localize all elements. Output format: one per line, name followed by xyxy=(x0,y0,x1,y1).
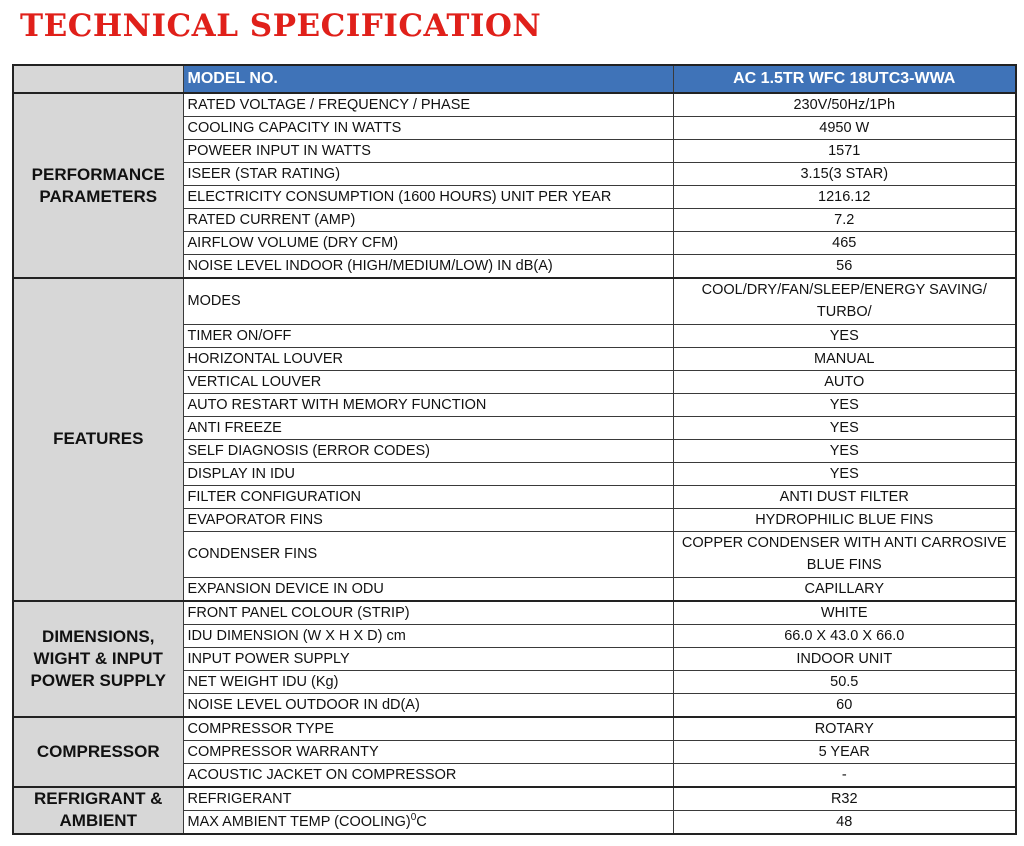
table-header-row xyxy=(13,65,1016,93)
parameter-cell: FRONT PANEL COLOUR (STRIP) xyxy=(183,601,673,625)
table-row xyxy=(13,601,1016,625)
parameter-cell: TIMER ON/OFF xyxy=(183,324,673,347)
parameter-cell: ISEER (STAR RATING) xyxy=(183,163,673,186)
section-label: REFRIGRANT & AMBIENT xyxy=(13,787,183,834)
value-cell: 465 xyxy=(673,232,1016,255)
parameter-cell: NET WEIGHT IDU (Kg) xyxy=(183,670,673,693)
page-title: TECHNICAL SPECIFICATION xyxy=(20,8,542,44)
header-model-label: MODEL NO. xyxy=(183,65,673,93)
parameter-cell: EXPANSION DEVICE IN ODU xyxy=(183,577,673,601)
value-cell: 50.5 xyxy=(673,670,1016,693)
table-row xyxy=(13,278,1016,324)
degree-superscript: 0 xyxy=(410,811,417,823)
table-row xyxy=(13,93,1016,117)
value-cell: 66.0 X 43.0 X 66.0 xyxy=(673,624,1016,647)
value-cell: YES xyxy=(673,324,1016,347)
value-cell: 1216.12 xyxy=(673,186,1016,209)
parameter-cell: CONDENSER FINS xyxy=(183,531,673,577)
parameter-cell: ANTI FREEZE xyxy=(183,416,673,439)
value-cell: MANUAL xyxy=(673,347,1016,370)
parameter-cell: FILTER CONFIGURATION xyxy=(183,485,673,508)
value-cell: ANTI DUST FILTER xyxy=(673,485,1016,508)
parameter-cell xyxy=(183,810,673,834)
header-corner-cell xyxy=(13,65,183,93)
value-cell: 56 xyxy=(673,255,1016,279)
value-cell: YES xyxy=(673,439,1016,462)
parameter-cell: EVAPORATOR FINS xyxy=(183,508,673,531)
section-label: COMPRESSOR xyxy=(13,717,183,787)
parameter-cell: ACOUSTIC JACKET ON COMPRESSOR xyxy=(183,763,673,787)
parameter-cell: HORIZONTAL LOUVER xyxy=(183,347,673,370)
parameter-cell: SELF DIAGNOSIS (ERROR CODES) xyxy=(183,439,673,462)
parameter-cell: NOISE LEVEL INDOOR (HIGH/MEDIUM/LOW) IN dB(A) xyxy=(183,255,673,279)
header-model-value: AC 1.5TR WFC 18UTC3-WWA xyxy=(673,65,1016,93)
value-cell: 60 xyxy=(673,693,1016,717)
parameter-cell: COOLING CAPACITY IN WATTS xyxy=(183,117,673,140)
parameter-cell: MODES xyxy=(183,278,673,324)
spec-table-body xyxy=(13,93,1016,834)
value-cell: - xyxy=(673,763,1016,787)
value-cell: COOL/DRY/FAN/SLEEP/ENERGY SAVING/ TURBO/ xyxy=(673,278,1016,324)
parameter-cell: DISPLAY IN IDU xyxy=(183,462,673,485)
value-cell: 48 xyxy=(673,810,1016,834)
table-row xyxy=(13,787,1016,811)
parameter-cell: COMPRESSOR TYPE xyxy=(183,717,673,741)
value-cell: YES xyxy=(673,462,1016,485)
parameter-cell: IDU DIMENSION (W X H X D) cm xyxy=(183,624,673,647)
value-cell: 4950 W xyxy=(673,117,1016,140)
parameter-unit: C xyxy=(416,813,427,830)
value-cell: YES xyxy=(673,393,1016,416)
value-cell: INDOOR UNIT xyxy=(673,647,1016,670)
value-cell: AUTO xyxy=(673,370,1016,393)
value-cell: COPPER CONDENSER WITH ANTI CARROSIVE BLUE FINS xyxy=(673,531,1016,577)
value-cell: WHITE xyxy=(673,601,1016,625)
parameter-cell: NOISE LEVEL OUTDOOR IN dD(A) xyxy=(183,693,673,717)
section-label: FEATURES xyxy=(13,278,183,601)
value-cell: ROTARY xyxy=(673,717,1016,741)
spec-table xyxy=(12,64,1017,835)
parameter-cell: COMPRESSOR WARRANTY xyxy=(183,740,673,763)
value-cell: YES xyxy=(673,416,1016,439)
value-cell: R32 xyxy=(673,787,1016,811)
section-label: DIMENSIONS, WIGHT & INPUT POWER SUPPLY xyxy=(13,601,183,717)
parameter-cell: INPUT POWER SUPPLY xyxy=(183,647,673,670)
parameter-cell: RATED VOLTAGE / FREQUENCY / PHASE xyxy=(183,93,673,117)
value-cell: 230V/50Hz/1Ph xyxy=(673,93,1016,117)
section-label: PERFORMANCE PARAMETERS xyxy=(13,93,183,278)
value-cell: CAPILLARY xyxy=(673,577,1016,601)
value-cell: 5 YEAR xyxy=(673,740,1016,763)
parameter-text: MAX AMBIENT TEMP (COOLING) xyxy=(187,813,411,830)
parameter-cell: REFRIGERANT xyxy=(183,787,673,811)
value-cell: 1571 xyxy=(673,140,1016,163)
value-cell: 7.2 xyxy=(673,209,1016,232)
parameter-cell: AUTO RESTART WITH MEMORY FUNCTION xyxy=(183,393,673,416)
parameter-cell: AIRFLOW VOLUME (DRY CFM) xyxy=(183,232,673,255)
parameter-cell: POWEER INPUT IN WATTS xyxy=(183,140,673,163)
table-row xyxy=(13,717,1016,741)
parameter-cell: ELECTRICITY CONSUMPTION (1600 HOURS) UNIT PER YEAR xyxy=(183,186,673,209)
parameter-cell: VERTICAL LOUVER xyxy=(183,370,673,393)
parameter-cell: RATED CURRENT (AMP) xyxy=(183,209,673,232)
value-cell: 3.15(3 STAR) xyxy=(673,163,1016,186)
value-cell: HYDROPHILIC BLUE FINS xyxy=(673,508,1016,531)
